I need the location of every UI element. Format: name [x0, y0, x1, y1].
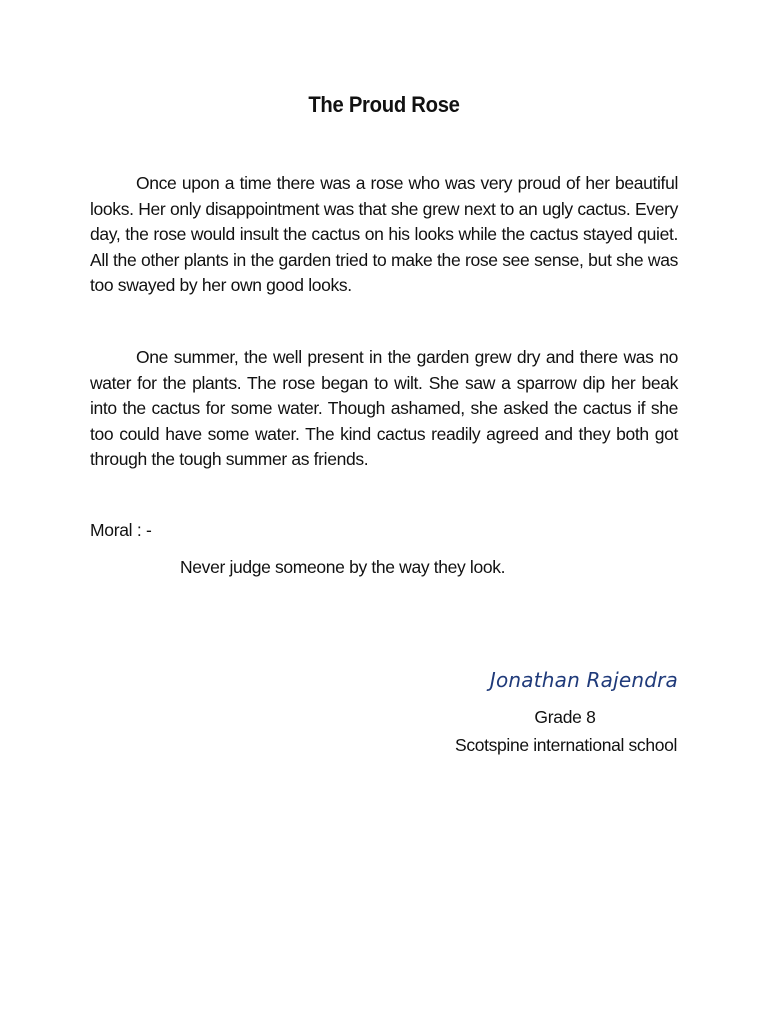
- author-grade: Grade 8: [534, 707, 596, 727]
- author-school: Scotspine international school: [455, 735, 678, 755]
- moral-label: Moral : -: [90, 520, 152, 540]
- moral-text: Never judge someone by the way they look.: [180, 557, 506, 577]
- author-signature: Jonathan Rajendra: [489, 668, 678, 692]
- story-paragraph-1: Once upon a time there was a rose who was very proud of her beautiful looks. Her only disappointment was that she grew next to an ugly cactus. Every day, the rose would insult the cactus on his looks while the cactus stayed quiet. All the other plants in the garden tried to make the rose see sense, but she was too swayed by her own good looks.: [90, 173, 678, 295]
- story-paragraph-2: One summer, the well present in the garden grew dry and there was no water for the plants. The rose began to wilt. She saw a sparrow dip her beak into the cactus for some water. Though ashamed, she asked the cactus if she too could have some water. The kind cactus readily agreed and they both got through the tough summer as friends.: [90, 347, 678, 469]
- story-title: The Proud Rose: [308, 92, 460, 117]
